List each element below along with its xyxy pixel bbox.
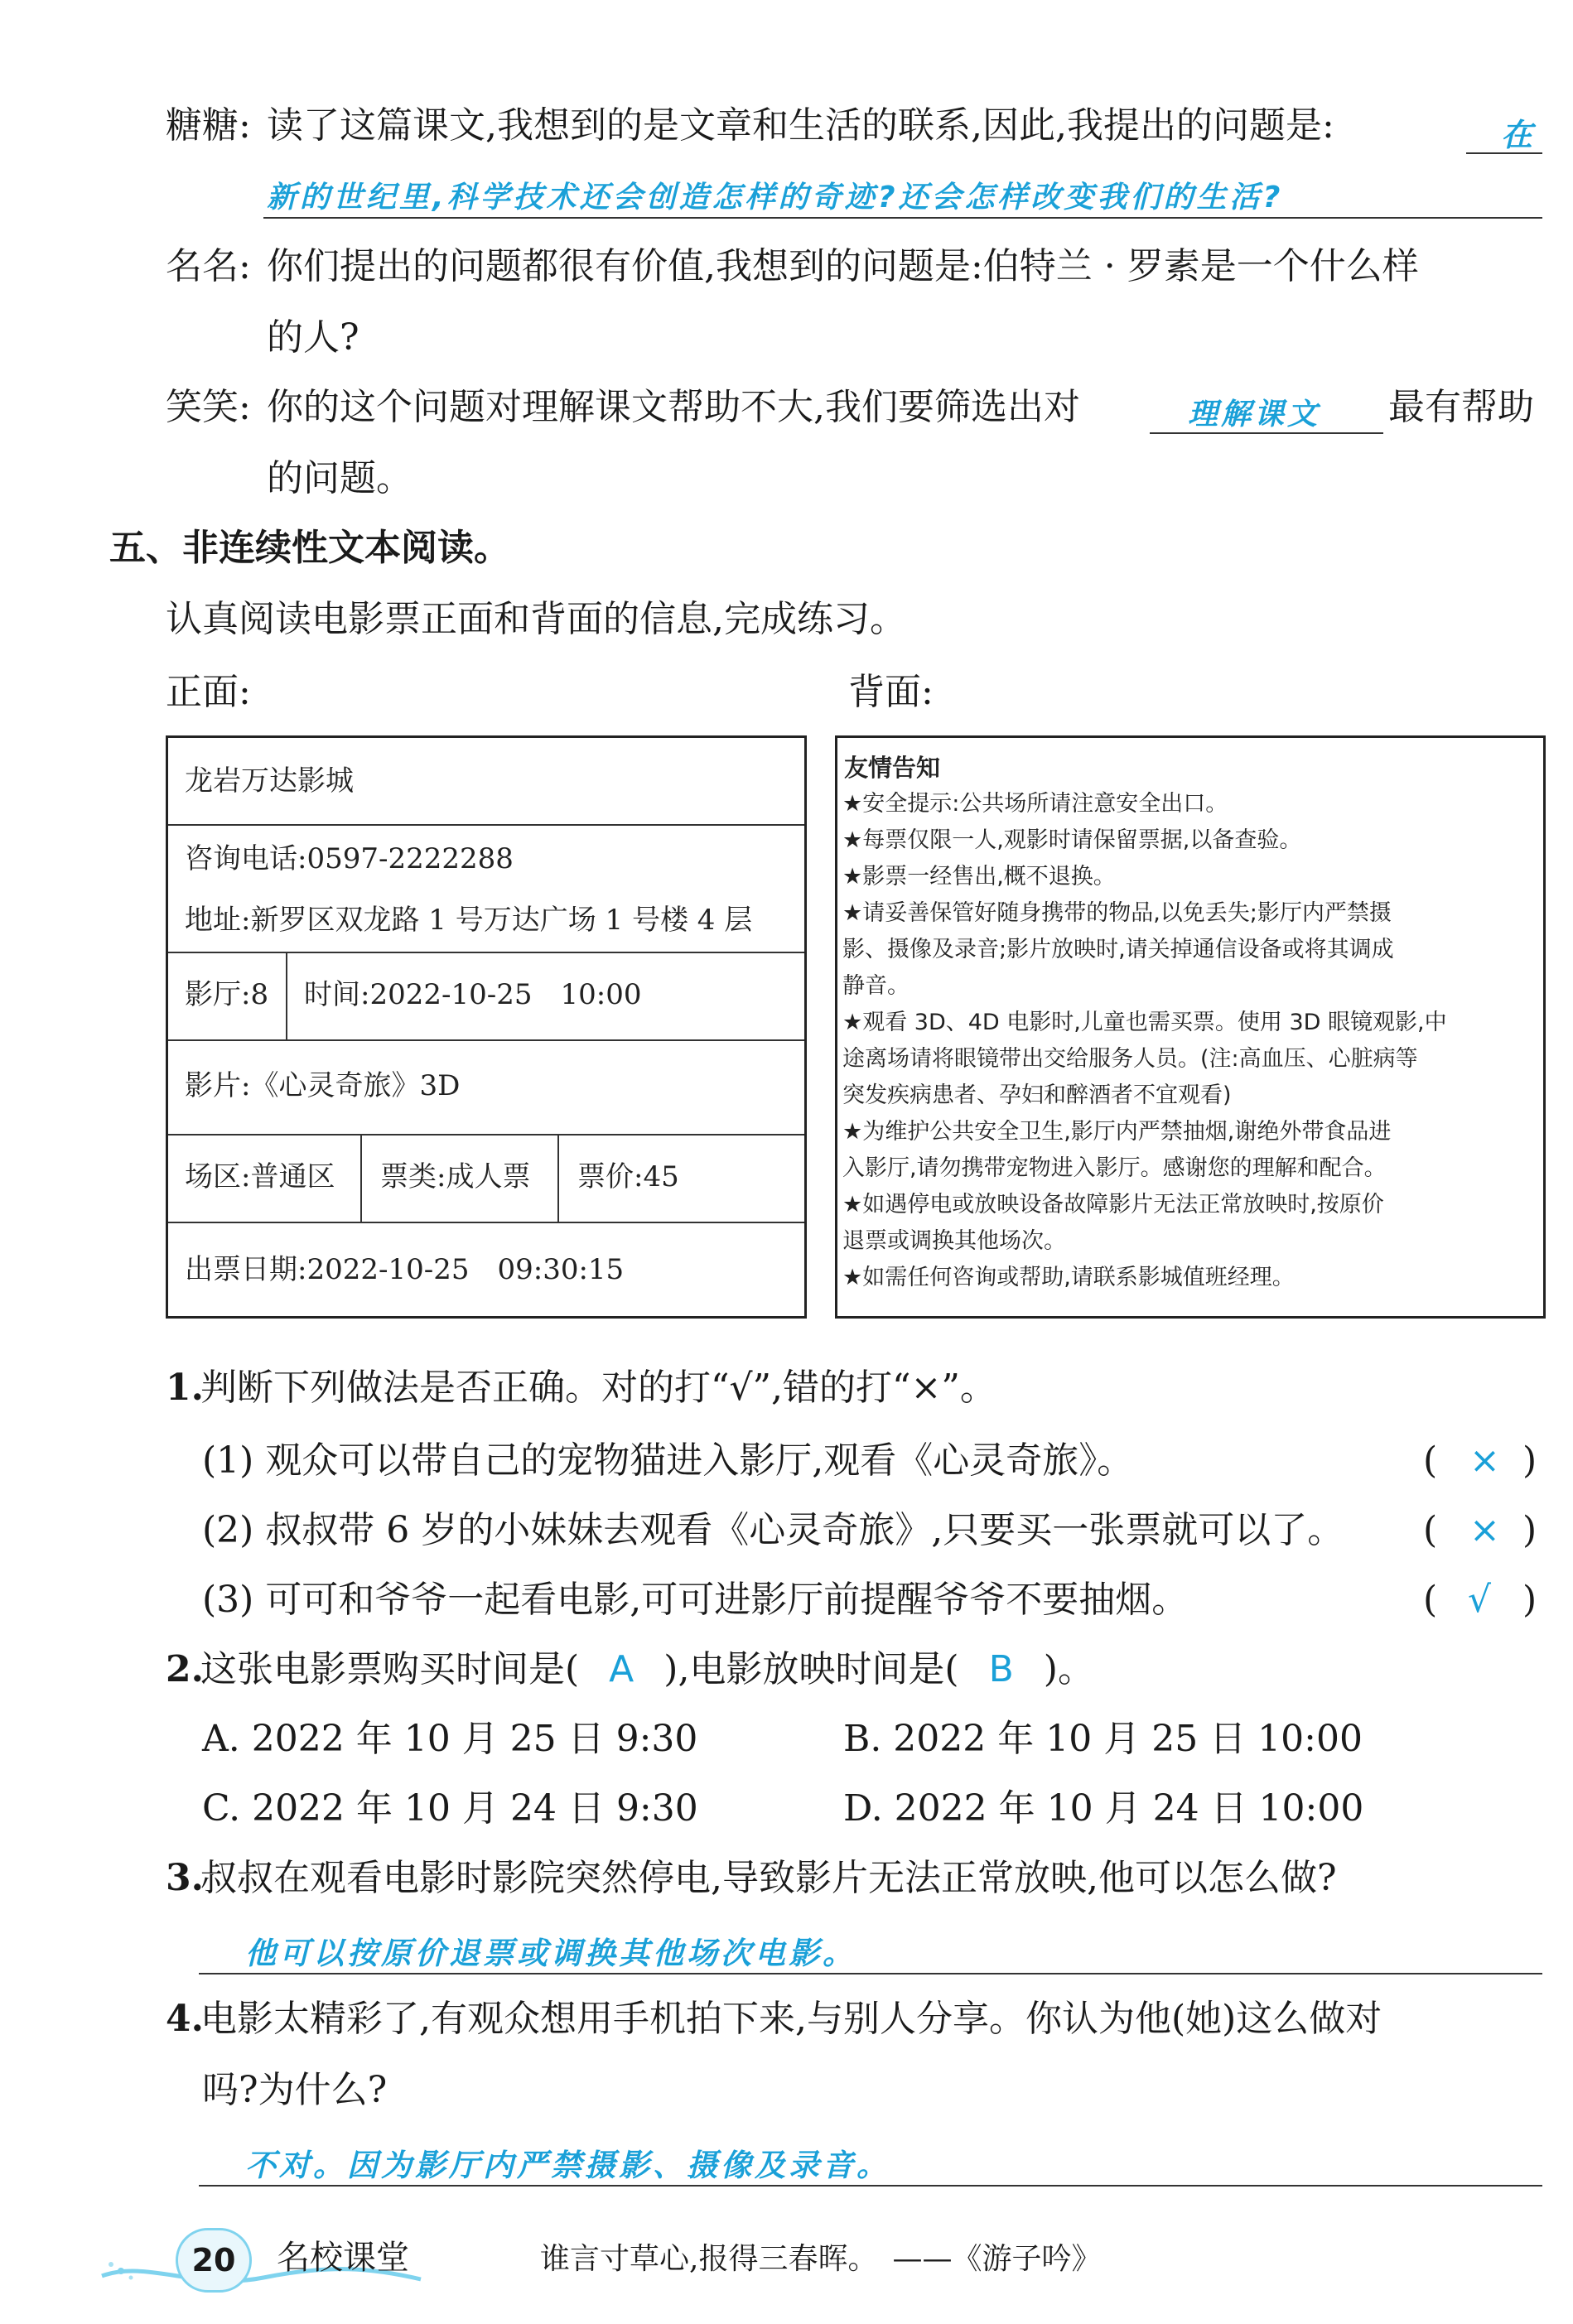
back-label: 背面: [848, 671, 934, 713]
ticket-divider [168, 1134, 804, 1135]
ticket-divider [168, 1222, 804, 1223]
q4-text-1: 电影太精彩了,有观众想用手机拍下来,与别人分享。你认为他(她)这么做对 [200, 1998, 1382, 2040]
ticket-back-line: ★观看 3D、4D 电影时,儿童也需买票。使用 3D 眼镜观影,中 [842, 1010, 1447, 1035]
ticket-back-line: ★为维护公共安全卫生,影厅内严禁抽烟,谢绝外带食品进 [842, 1119, 1392, 1145]
mingming-text-2: 的人? [267, 316, 359, 359]
ticket-back-line: 影、摄像及录音;影片放映时,请关掉通信设备或将其调成 [842, 937, 1394, 962]
tangtang-answer-1: 在 [1500, 117, 1536, 153]
q4-number: 4. [166, 1998, 204, 2040]
q2-option-c: C. 2022 年 10 月 24 日 9:30 [202, 1787, 698, 1830]
ticket-cinema: 龙岩万达影城 [185, 764, 354, 798]
q4-answer: 不对。因为影厅内严禁摄影、摄像及录音。 [245, 2148, 890, 2183]
xiaoxiao-answer: 理解课文 [1188, 398, 1321, 432]
q3-text: 叔叔在观看电影时影院突然停电,导致影片无法正常放映,他可以怎么做? [200, 1857, 1337, 1899]
ticket-back-title: 友情告知 [844, 754, 941, 782]
ticket-divider [168, 1039, 804, 1041]
ticket-back-line: 途离场请将眼镜带出交给服务人员。(注:高血压、心脏病等 [842, 1046, 1418, 1072]
q1-item-1-answer: × [1469, 1439, 1500, 1482]
xiaoxiao-text-2: 最有帮助 [1388, 386, 1534, 428]
ticket-divider [286, 952, 287, 1039]
q1-item-3-paren-close: ) [1522, 1579, 1537, 1621]
q3-number: 3. [166, 1857, 204, 1899]
ticket-back-line: ★如遇停电或放映设备故障影片无法正常放映时,按原价 [842, 1192, 1384, 1217]
tangtang-answer-2: 新的世纪里,科学技术还会创造怎样的奇迹?还会怎样改变我们的生活? [267, 181, 1284, 215]
q2-answer-a: A [609, 1648, 635, 1690]
section-instruction: 认真阅读电影票正面和背面的信息,完成练习。 [166, 598, 906, 640]
ticket-back-line: 静音。 [842, 973, 910, 999]
q1-item-1-paren-open: ( [1423, 1439, 1438, 1482]
q2-text [200, 1645, 1094, 1695]
q4-answer-line [199, 2134, 1542, 2187]
ticket-zone: 场区:普通区 [185, 1160, 335, 1193]
ticket-divider [168, 952, 804, 953]
mingming-text-1: 你们提出的问题都很有价值,我想到的问题是:伯特兰 · 罗素是一个什么样 [267, 245, 1419, 287]
q2-text-c: )。 [1043, 1648, 1094, 1690]
q1-text: 判断下列做法是否正确。对的打“√”,错的打“×”。 [200, 1367, 996, 1409]
q2-text-b: ),电影放映时间是( [663, 1648, 959, 1690]
ticket-back-line: ★如需任何咨询或帮助,请联系影城值班经理。 [842, 1265, 1295, 1290]
page-number-badge [176, 2228, 252, 2293]
page-number: 20 [191, 2242, 236, 2278]
q4-number-text: 4 [166, 1998, 191, 2040]
tangtang-answer-line-2 [263, 169, 1542, 219]
xiaoxiao-text-3: 的问题。 [267, 457, 413, 499]
ticket-type: 票类:成人票 [380, 1160, 531, 1193]
ticket-time: 时间:2022-10-25 10:00 [304, 978, 642, 1011]
q1-item-3-answer: √ [1468, 1579, 1492, 1621]
footer-brand: 名校课堂 [277, 2239, 409, 2277]
tangtang-text: 读了这篇课文,我想到的是文章和生活的联系,因此,我提出的问题是: [267, 104, 1334, 147]
q3-answer: 他可以按原价退票或调换其他场次电影。 [245, 1936, 856, 1971]
mingming-speaker: 名名: [166, 245, 251, 287]
q2-option-d: D. 2022 年 10 月 24 日 10:00 [843, 1787, 1364, 1830]
xiaoxiao-answer-line [1150, 386, 1383, 434]
q1-item-3-paren-open: ( [1423, 1579, 1438, 1621]
ticket-divider [360, 1134, 362, 1222]
q2-option-b: B. 2022 年 10 月 25 日 10:00 [843, 1718, 1363, 1760]
q1-item-1-paren-close: ) [1522, 1439, 1537, 1482]
ticket-issue-date: 出票日期:2022-10-25 09:30:15 [185, 1253, 625, 1286]
ticket-back-line: ★每票仅限一人,观影时请保留票据,以备查验。 [842, 827, 1302, 853]
q2-number-text: 2 [166, 1648, 191, 1690]
ticket-back-line: ★请妥善保管好随身携带的物品,以免丢失;影厅内严禁摄 [842, 900, 1392, 926]
q1-item-2-paren-open: ( [1423, 1509, 1438, 1551]
ticket-film: 影片:《心灵奇旅》3D [185, 1069, 461, 1102]
tangtang-answer-line-1 [1466, 108, 1542, 154]
q1-item-2: (2) 叔叔带 6 岁的小妹妹去观看《心灵奇旅》,只要买一张票就可以了。 [202, 1509, 1344, 1551]
q1-item-3: (3) 可可和爷爷一起看电影,可可进影厅前提醒爷爷不要抽烟。 [202, 1579, 1189, 1621]
section-title: 五、非连续性文本阅读。 [109, 527, 510, 569]
q1-number-text: 1 [166, 1367, 191, 1409]
ticket-back-line: ★安全提示:公共场所请注意安全出口。 [842, 791, 1228, 817]
q3-answer-line [199, 1921, 1542, 1974]
front-label: 正面: [166, 671, 251, 713]
ticket-back [835, 735, 1546, 1319]
footer-quote: 谁言寸草心,报得三春晖。 ——《游子吟》 [540, 2242, 1102, 2276]
q2-answer-b: B [988, 1648, 1014, 1690]
ticket-address: 地址:新罗区双龙路 1 号万达广场 1 号楼 4 层 [185, 904, 753, 937]
ticket-back-line: 入影厅,请勿携带宠物进入影厅。感谢您的理解和配合。 [842, 1155, 1387, 1181]
ticket-front [166, 735, 807, 1319]
q2-text-a: 这张电影票购买时间是( [200, 1648, 580, 1690]
q3-number-text: 3 [166, 1857, 191, 1899]
ticket-hall: 影厅:8 [185, 978, 269, 1011]
ticket-divider [168, 824, 804, 826]
ticket-back-line: 退票或调换其他场次。 [842, 1228, 1066, 1254]
tangtang-speaker: 糖糖: [166, 104, 251, 147]
q2-option-a: A. 2022 年 10 月 25 日 9:30 [202, 1718, 698, 1760]
ticket-phone: 咨询电话:0597-2222288 [185, 842, 514, 875]
ticket-price: 票价:45 [577, 1160, 679, 1193]
ticket-back-line: ★影票一经售出,概不退换。 [842, 864, 1116, 890]
q1-item-1: (1) 观众可以带自己的宠物猫进入影厅,观看《心灵奇旅》。 [202, 1439, 1134, 1482]
ticket-back-line: 突发疾病患者、孕妇和醉酒者不宜观看) [842, 1082, 1232, 1108]
xiaoxiao-speaker: 笑笑: [166, 386, 251, 428]
q1-number: 1. [166, 1367, 204, 1409]
q1-item-2-paren-close: ) [1522, 1509, 1537, 1551]
q2-number: 2. [166, 1648, 204, 1690]
xiaoxiao-text-1: 你的这个问题对理解课文帮助不大,我们要筛选出对 [267, 386, 1080, 428]
q1-item-2-answer: × [1469, 1509, 1500, 1551]
ticket-divider [557, 1134, 559, 1222]
q4-text-2: 吗?为什么? [202, 2069, 388, 2111]
